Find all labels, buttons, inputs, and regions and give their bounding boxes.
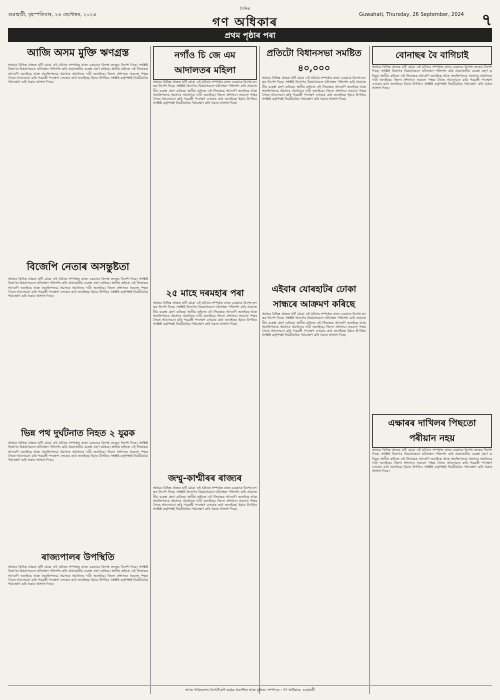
- article-ration: [153, 286, 257, 466]
- article-headline: ভিন্ন পথ দুৰ্ঘটনাত নিহত ২ যুৱক: [21, 429, 135, 439]
- article-accident: [8, 426, 148, 546]
- newspaper-page: [8, 6, 492, 694]
- article-body: অসমৰ বিভিন্ন প্ৰান্তত ঘটি যোৱা এই ঘটনাৰ সম্পৰ্কত ৰাজ্য চৰকাৰে বিশেষ তদন্তৰ নিৰ্দেশ দিছে। সংশ্লিষ্ট বিভাগৰ বিষয়াসকলে ঘটনাস্থল পৰিদৰ্শন কৰি প্ৰয়োজনীয় ব্যৱস্থা গ্ৰহণ কৰিছে। স্থানীয় ৰাইজে এই সিদ্ধান্তক আদৰণি জনাইছে আৰু অনতিপলমে সমস্যাৰ সমাধানৰ দাবী জনাইছে। জিলা প্ৰশাসনে সকলো পক্ষৰ সৈতে আলোচনা কৰি পৰৱৰ্তী পদক্ষেপ লোৱাৰ কথা জনাইছে। ইয়াৰ উপৰিও সংশ্লিষ্ট কৰ্তৃপক্ষই নিয়মীয়াকৈ পৰ্যবেক্ষণ কৰি থকাৰ আশ্বাস দিছে।: [372, 65, 492, 91]
- article-body: অসমৰ বিভিন্ন প্ৰান্তত ঘটি যোৱা এই ঘটনাৰ সম্পৰ্কত ৰাজ্য চৰকাৰে বিশেষ তদন্তৰ নিৰ্দেশ দিছে। সংশ্লিষ্ট বিভাগৰ বিষয়াসকলে ঘটনাস্থল পৰিদৰ্শন কৰি প্ৰয়োজনীয় ব্যৱস্থা গ্ৰহণ কৰিছে। স্থানীয় ৰাইজে এই সিদ্ধান্তক আদৰণি জনাইছে আৰু অনতিপলমে সমস্যাৰ সমাধানৰ দাবী জনাইছে। জিলা প্ৰশাসনে সকলো পক্ষৰ সৈতে আলোচনা কৰি পৰৱৰ্তী পদক্ষেপ লোৱাৰ কথা জনাইছে। ইয়াৰ উপৰিও সংশ্লিষ্ট কৰ্তৃপক্ষই নিয়মীয়াকৈ পৰ্যবেক্ষণ কৰি থকাৰ আশ্বাস দিছে।: [153, 486, 257, 512]
- article-entry: [262, 282, 366, 682]
- article-admission: [372, 414, 492, 694]
- article-nagaon-court: [153, 46, 257, 281]
- article-body: অসমৰ বিভিন্ন প্ৰান্তত ঘটি যোৱা এই ঘটনাৰ সম্পৰ্কত ৰাজ্য চৰকাৰে বিশেষ তদন্তৰ নিৰ্দেশ দিছে। সংশ্লিষ্ট বিভাগৰ বিষয়াসকলে ঘটনাস্থল পৰিদৰ্শন কৰি প্ৰয়োজনীয় ব্যৱস্থা গ্ৰহণ কৰিছে। স্থানীয় ৰাইজে এই সিদ্ধান্তক আদৰণি জনাইছে আৰু অনতিপলমে সমস্যাৰ সমাধানৰ দাবী জনাইছে। জিলা প্ৰশাসনে সকলো পক্ষৰ সৈতে আলোচনা কৰি পৰৱৰ্তী পদক্ষেপ লোৱাৰ কথা জনাইছে। ইয়াৰ উপৰিও সংশ্লিষ্ট কৰ্তৃপক্ষই নিয়মীয়াকৈ পৰ্যবেক্ষণ কৰি থকাৰ আশ্বাস দিছে।: [262, 76, 366, 102]
- column-4: [372, 46, 492, 694]
- article-jk: [153, 471, 257, 671]
- article-headline: এক্ষাৰৰ দাখিলৰ পিছতো পৰীয়ান নহয়: [372, 414, 492, 448]
- article-body: অসমৰ বিভিন্ন প্ৰান্তত ঘটি যোৱা এই ঘটনাৰ সম্পৰ্কত ৰাজ্য চৰকাৰে বিশেষ তদন্তৰ নিৰ্দেশ দিছে। সংশ্লিষ্ট বিভাগৰ বিষয়াসকলে ঘটনাস্থল পৰিদৰ্শন কৰি প্ৰয়োজনীয় ব্যৱস্থা গ্ৰহণ কৰিছে। স্থানীয় ৰাইজে এই সিদ্ধান্তক আদৰণি জনাইছে আৰু অনতিপলমে সমস্যাৰ সমাধানৰ দাবী জনাইছে। জিলা প্ৰশাসনে সকলো পক্ষৰ সৈতে আলোচনা কৰি পৰৱৰ্তী পদক্ষেপ লোৱাৰ কথা জনাইছে। ইয়াৰ উপৰিও সংশ্লিষ্ট কৰ্তৃপক্ষই নিয়মীয়াকৈ পৰ্যবেক্ষণ কৰি থকাৰ আশ্বাস দিছে।: [8, 565, 148, 587]
- article-headline: এইবাৰ যোৰহাটৰ ঢোকা সান্ধৰে আক্ৰমণ কৰিছে: [271, 285, 357, 310]
- masthead-brand-small: দৈনিক: [239, 6, 251, 11]
- article-body: অসমৰ বিভিন্ন প্ৰান্তত ঘটি যোৱা এই ঘটনাৰ সম্পৰ্কত ৰাজ্য চৰকাৰে বিশেষ তদন্তৰ নিৰ্দেশ দিছে। সংশ্লিষ্ট বিভাগৰ বিষয়াসকলে ঘটনাস্থল পৰিদৰ্শন কৰি প্ৰয়োজনীয় ব্যৱস্থা গ্ৰহণ কৰিছে। স্থানীয় ৰাইজে এই সিদ্ধান্তক আদৰণি জনাইছে আৰু অনতিপলমে সমস্যাৰ সমাধানৰ দাবী জনাইছে। জিলা প্ৰশাসনে সকলো পক্ষৰ সৈতে আলোচনা কৰি পৰৱৰ্তী পদক্ষেপ লোৱাৰ কথা জনাইছে। ইয়াৰ উপৰিও সংশ্লিষ্ট কৰ্তৃপক্ষই নিয়মীয়াকৈ পৰ্যবেক্ষণ কৰি থকাৰ আশ্বাস দিছে।: [153, 80, 257, 106]
- article-body: অসমৰ বিভিন্ন প্ৰান্তত ঘটি যোৱা এই ঘটনাৰ সম্পৰ্কত ৰাজ্য চৰকাৰে বিশেষ তদন্তৰ নিৰ্দেশ দিছে। সংশ্লিষ্ট বিভাগৰ বিষয়াসকলে ঘটনাস্থল পৰিদৰ্শন কৰি প্ৰয়োজনীয় ব্যৱস্থা গ্ৰহণ কৰিছে। স্থানীয় ৰাইজে এই সিদ্ধান্তক আদৰণি জনাইছে আৰু অনতিপলমে সমস্যাৰ সমাধানৰ দাবী জনাইছে। জিলা প্ৰশাসনে সকলো পক্ষৰ সৈতে আলোচনা কৰি পৰৱৰ্তী পদক্ষেপ লোৱাৰ কথা জনাইছে। ইয়াৰ উপৰিও সংশ্লিষ্ট কৰ্তৃপক্ষই নিয়মীয়াকৈ পৰ্যবেক্ষণ কৰি থকাৰ আশ্বাস দিছে।: [153, 301, 257, 327]
- column-divider: [369, 46, 370, 694]
- article-headline: জম্মু-কাশ্মীৰৰ ৰাজ্যৰ: [168, 474, 242, 484]
- article-headline: বিজেপি নেতাৰ অসন্তুষ্টতা: [26, 262, 130, 273]
- masthead-brand-block: [200, 6, 290, 30]
- article-headline: প্ৰতিটো বিধানসভা সমষ্টিত ৪০,০০০: [266, 49, 362, 74]
- article-constituency: [262, 46, 366, 276]
- article-bjp: [8, 260, 148, 420]
- imprint-line: অসম পাব্লিকেশন ডিপাৰ্টমেণ্ট কৰ্তৃক প্ৰকাশিত আৰু মুদ্ৰিত। সম্পাদক : গণ অধিকাৰ, গুৱাহাটী: [8, 685, 492, 694]
- section-title: প্ৰথম পৃষ্ঠাৰ পৰা: [8, 30, 492, 42]
- article-headline: ২৫ মাহে দৰমহাৰ পৰা: [165, 289, 245, 299]
- article-body: অসমৰ বিভিন্ন প্ৰান্তত ঘটি যোৱা এই ঘটনাৰ সম্পৰ্কত ৰাজ্য চৰকাৰে বিশেষ তদন্তৰ নিৰ্দেশ দিছে। সংশ্লিষ্ট বিভাগৰ বিষয়াসকলে ঘটনাস্থল পৰিদৰ্শন কৰি প্ৰয়োজনীয় ব্যৱস্থা গ্ৰহণ কৰিছে। স্থানীয় ৰাইজে এই সিদ্ধান্তক আদৰণি জনাইছে আৰু অনতিপলমে সমস্যাৰ সমাধানৰ দাবী জনাইছে। জিলা প্ৰশাসনে সকলো পক্ষৰ সৈতে আলোচনা কৰি পৰৱৰ্তী পদক্ষেপ লোৱাৰ কথা জনাইছে। ইয়াৰ উপৰিও সংশ্লিষ্ট কৰ্তৃপক্ষই নিয়মীয়াকৈ পৰ্যবেক্ষণ কৰি থকাৰ আশ্বাস দিছে।: [8, 441, 148, 463]
- article-headline: ৰাজ্যপালৰ উপস্থিতি: [41, 553, 115, 563]
- column-3: [262, 46, 366, 694]
- masthead-brand: গণ অধিকাৰ: [212, 15, 278, 29]
- column-1: [8, 46, 148, 694]
- masthead: [8, 6, 492, 30]
- article-headline: নগাঁও চি জে এম আদালতৰ মহিলা: [153, 46, 257, 80]
- article-body: অসমৰ বিভিন্ন প্ৰান্তত ঘটি যোৱা এই ঘটনাৰ সম্পৰ্কত ৰাজ্য চৰকাৰে বিশেষ তদন্তৰ নিৰ্দেশ দিছে। সংশ্লিষ্ট বিভাগৰ বিষয়াসকলে ঘটনাস্থল পৰিদৰ্শন কৰি প্ৰয়োজনীয় ব্যৱস্থা গ্ৰহণ কৰিছে। স্থানীয় ৰাইজে এই সিদ্ধান্তক আদৰণি জনাইছে আৰু অনতিপলমে সমস্যাৰ সমাধানৰ দাবী জনাইছে। জিলা প্ৰশাসনে সকলো পক্ষৰ সৈতে আলোচনা কৰি পৰৱৰ্তী পদক্ষেপ লোৱাৰ কথা জনাইছে। ইয়াৰ উপৰিও সংশ্লিষ্ট কৰ্তৃপক্ষই নিয়মীয়াকৈ পৰ্যবেক্ষণ কৰি থকাৰ আশ্বাস দিছে।: [372, 448, 492, 474]
- article-governor: [8, 550, 148, 694]
- article-headline: আজি অসম মুক্তি ঋণগ্ৰস্ত: [27, 48, 129, 59]
- article-tea-garden: [372, 46, 492, 406]
- column-divider: [259, 46, 260, 694]
- article-body: অসমৰ বিভিন্ন প্ৰান্তত ঘটি যোৱা এই ঘটনাৰ সম্পৰ্কত ৰাজ্য চৰকাৰে বিশেষ তদন্তৰ নিৰ্দেশ দিছে। সংশ্লিষ্ট বিভাগৰ বিষয়াসকলে ঘটনাস্থল পৰিদৰ্শন কৰি প্ৰয়োজনীয় ব্যৱস্থা গ্ৰহণ কৰিছে। স্থানীয় ৰাইজে এই সিদ্ধান্তক আদৰণি জনাইছে আৰু অনতিপলমে সমস্যাৰ সমাধানৰ দাবী জনাইছে। জিলা প্ৰশাসনে সকলো পক্ষৰ সৈতে আলোচনা কৰি পৰৱৰ্তী পদক্ষেপ লোৱাৰ কথা জনাইছে। ইয়াৰ উপৰিও সংশ্লিষ্ট কৰ্তৃপক্ষই নিয়মীয়াকৈ পৰ্যবেক্ষণ কৰি থকাৰ আশ্বাস দিছে।: [262, 312, 366, 338]
- article-body: অসমৰ বিভিন্ন প্ৰান্তত ঘটি যোৱা এই ঘটনাৰ সম্পৰ্কত ৰাজ্য চৰকাৰে বিশেষ তদন্তৰ নিৰ্দেশ দিছে। সংশ্লিষ্ট বিভাগৰ বিষয়াসকলে ঘটনাস্থল পৰিদৰ্শন কৰি প্ৰয়োজনীয় ব্যৱস্থা গ্ৰহণ কৰিছে। স্থানীয় ৰাইজে এই সিদ্ধান্তক আদৰণি জনাইছে আৰু অনতিপলমে সমস্যাৰ সমাধানৰ দাবী জনাইছে। জিলা প্ৰশাসনে সকলো পক্ষৰ সৈতে আলোচনা কৰি পৰৱৰ্তী পদক্ষেপ লোৱাৰ কথা জনাইছে। ইয়াৰ উপৰিও সংশ্লিষ্ট কৰ্তৃপক্ষই নিয়মীয়াকৈ পৰ্যবেক্ষণ কৰি থকাৰ আশ্বাস দিছে।: [8, 63, 148, 85]
- article-assam-debt: [8, 46, 148, 256]
- page-number: ৭: [481, 10, 492, 29]
- masthead-date-english: Guwahati, Thursday, 26 September, 2024: [359, 12, 464, 18]
- column-2: [153, 46, 257, 694]
- article-headline: বোনাছৰ বৈ বাগিচাই: [372, 46, 492, 65]
- column-divider: [150, 46, 151, 694]
- masthead-date-assamese: গুৱাহাটী, বৃহস্পতিবাৰ, ২৬ ছেপ্টেম্বৰ, ২০২৪: [8, 12, 97, 18]
- article-body: অসমৰ বিভিন্ন প্ৰান্তত ঘটি যোৱা এই ঘটনাৰ সম্পৰ্কত ৰাজ্য চৰকাৰে বিশেষ তদন্তৰ নিৰ্দেশ দিছে। সংশ্লিষ্ট বিভাগৰ বিষয়াসকলে ঘটনাস্থল পৰিদৰ্শন কৰি প্ৰয়োজনীয় ব্যৱস্থা গ্ৰহণ কৰিছে। স্থানীয় ৰাইজে এই সিদ্ধান্তক আদৰণি জনাইছে আৰু অনতিপলমে সমস্যাৰ সমাধানৰ দাবী জনাইছে। জিলা প্ৰশাসনে সকলো পক্ষৰ সৈতে আলোচনা কৰি পৰৱৰ্তী পদক্ষেপ লোৱাৰ কথা জনাইছে। ইয়াৰ উপৰিও সংশ্লিষ্ট কৰ্তৃপক্ষই নিয়মীয়াকৈ পৰ্যবেক্ষণ কৰি থকাৰ আশ্বাস দিছে।: [8, 277, 148, 299]
